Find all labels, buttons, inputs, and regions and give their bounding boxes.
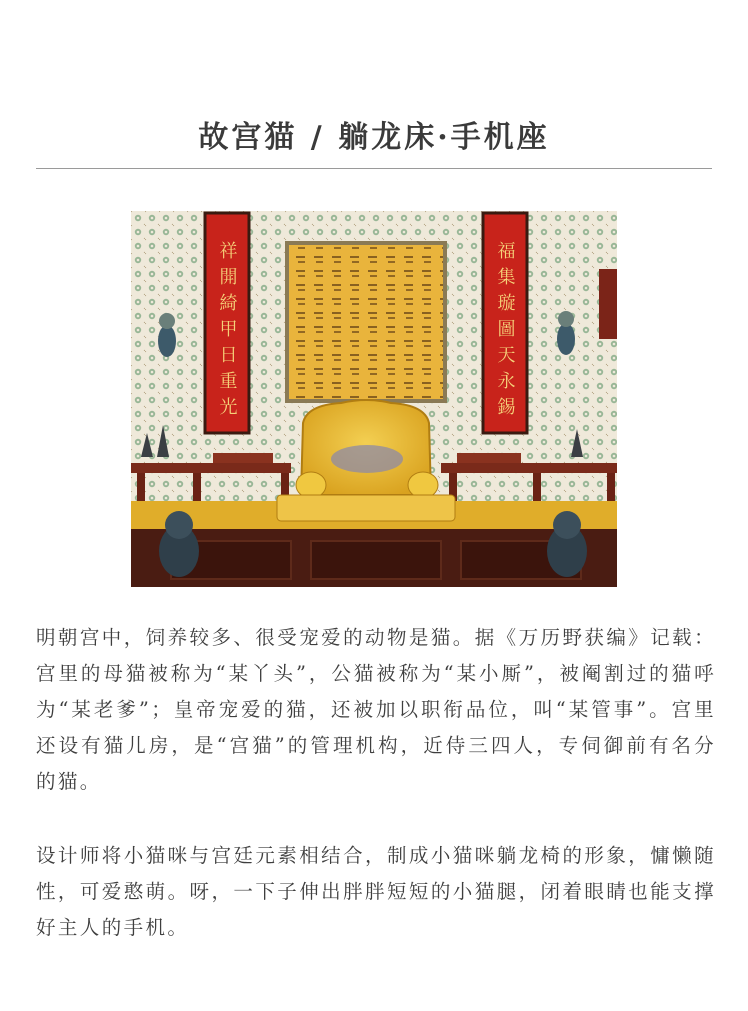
couplet-right-text: 福集璇圖天永錫 xyxy=(494,241,516,423)
title-divider xyxy=(36,168,712,169)
page-title: 故宫猫 / 躺龙床·手机座 xyxy=(198,120,550,155)
palace-throne-photo xyxy=(131,211,617,587)
couplet-left-text: 祥開綺甲日重光 xyxy=(216,241,238,423)
paragraph-palace-cats-history: 明朝宫中，饲养较多、很受宠爱的动物是猫。据《万历野获编》记载：宫里的母猫被称为“某丫头”，公猫被称为“某小厮”，被阉割过的猫呼为“某老爹”；皇帝宠爱的猫，还被加以职衔品位，叫“某管事”。宫里还设有猫儿房，是“宫猫”的管理机构，近侍三四人，专伺御前有名分的猫。 xyxy=(36,626,716,793)
paragraph-product-design: 设计师将小猫咪与宫廷元素相结合，制成小猫咪躺龙椅的形象，慵懒随性，可爱憨萌。呀，一下子伸出胖胖短短的小猫腿，闭着眼睛也能支撑好主人的手机。 xyxy=(36,844,716,939)
